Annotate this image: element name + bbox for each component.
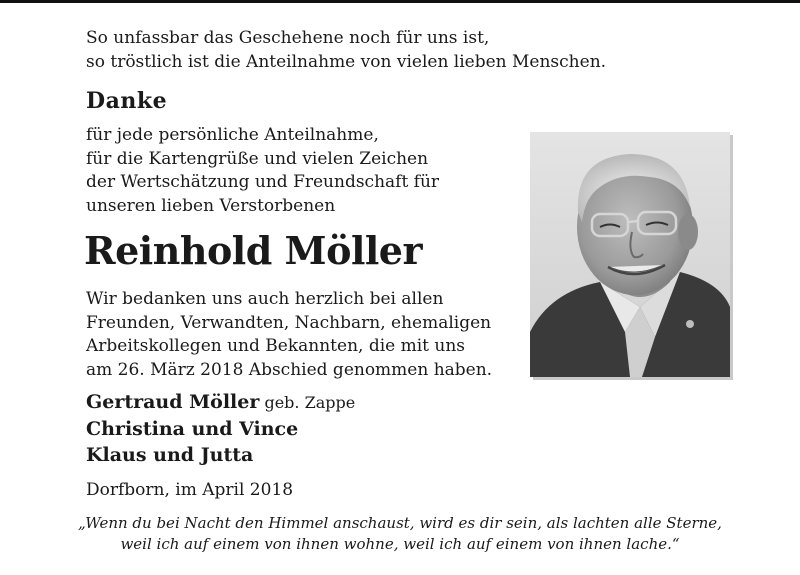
portrait-photo xyxy=(530,132,730,377)
body-line: Arbeitskollegen und Bekannten, die mit uns xyxy=(86,336,466,356)
body-line: Wir bedanken uns auch herzlich bei allen xyxy=(86,289,444,309)
thanks-line: der Wertschätzung und Freundschaft für xyxy=(86,172,440,192)
signers xyxy=(86,389,355,468)
signer-1-suffix: geb. Zappe xyxy=(259,393,356,412)
thanks-line: unseren lieben Verstorbenen xyxy=(86,195,336,216)
quote-line-1: „Wenn du bei Nacht den Himmel anschaust, wird es dir sein, als lachten alle Sterne, xyxy=(78,514,722,532)
intro-line-1: So unfassbar das Geschehene noch für uns ist, xyxy=(86,28,490,48)
quote-line-2: weil ich auf einem von ihnen wohne, weil ich auf einem von ihnen lache.“ xyxy=(120,535,680,553)
thanks-text xyxy=(86,124,439,218)
thanks-line: für jede persönliche Anteilnahme, xyxy=(86,125,379,145)
signer-1-name: Gertraud Möller xyxy=(86,391,260,413)
signer-3: Klaus und Jutta xyxy=(86,444,254,466)
body-line: am 26. März 2018 Abschied genommen haben. xyxy=(86,359,493,380)
deceased-name: Reinhold Möller xyxy=(84,228,423,273)
signer-2: Christina und Vince xyxy=(86,418,299,440)
signer-1 xyxy=(86,389,355,416)
intro-text xyxy=(86,28,606,76)
body-line: Freunden, Verwandten, Nachbarn, ehemaligen xyxy=(86,312,492,333)
top-border xyxy=(0,0,800,3)
place-date: Dorfborn, im April 2018 xyxy=(86,480,294,500)
intro-line-2: so tröstlich ist die Anteilnahme von vielen lieben Menschen. xyxy=(86,52,607,72)
thanks-line: für die Kartengrüße und vielen Zeichen xyxy=(86,148,429,169)
heading-danke: Danke xyxy=(86,88,168,114)
body-text xyxy=(86,288,492,382)
portrait-image xyxy=(530,132,730,377)
closing-quote xyxy=(0,513,800,555)
